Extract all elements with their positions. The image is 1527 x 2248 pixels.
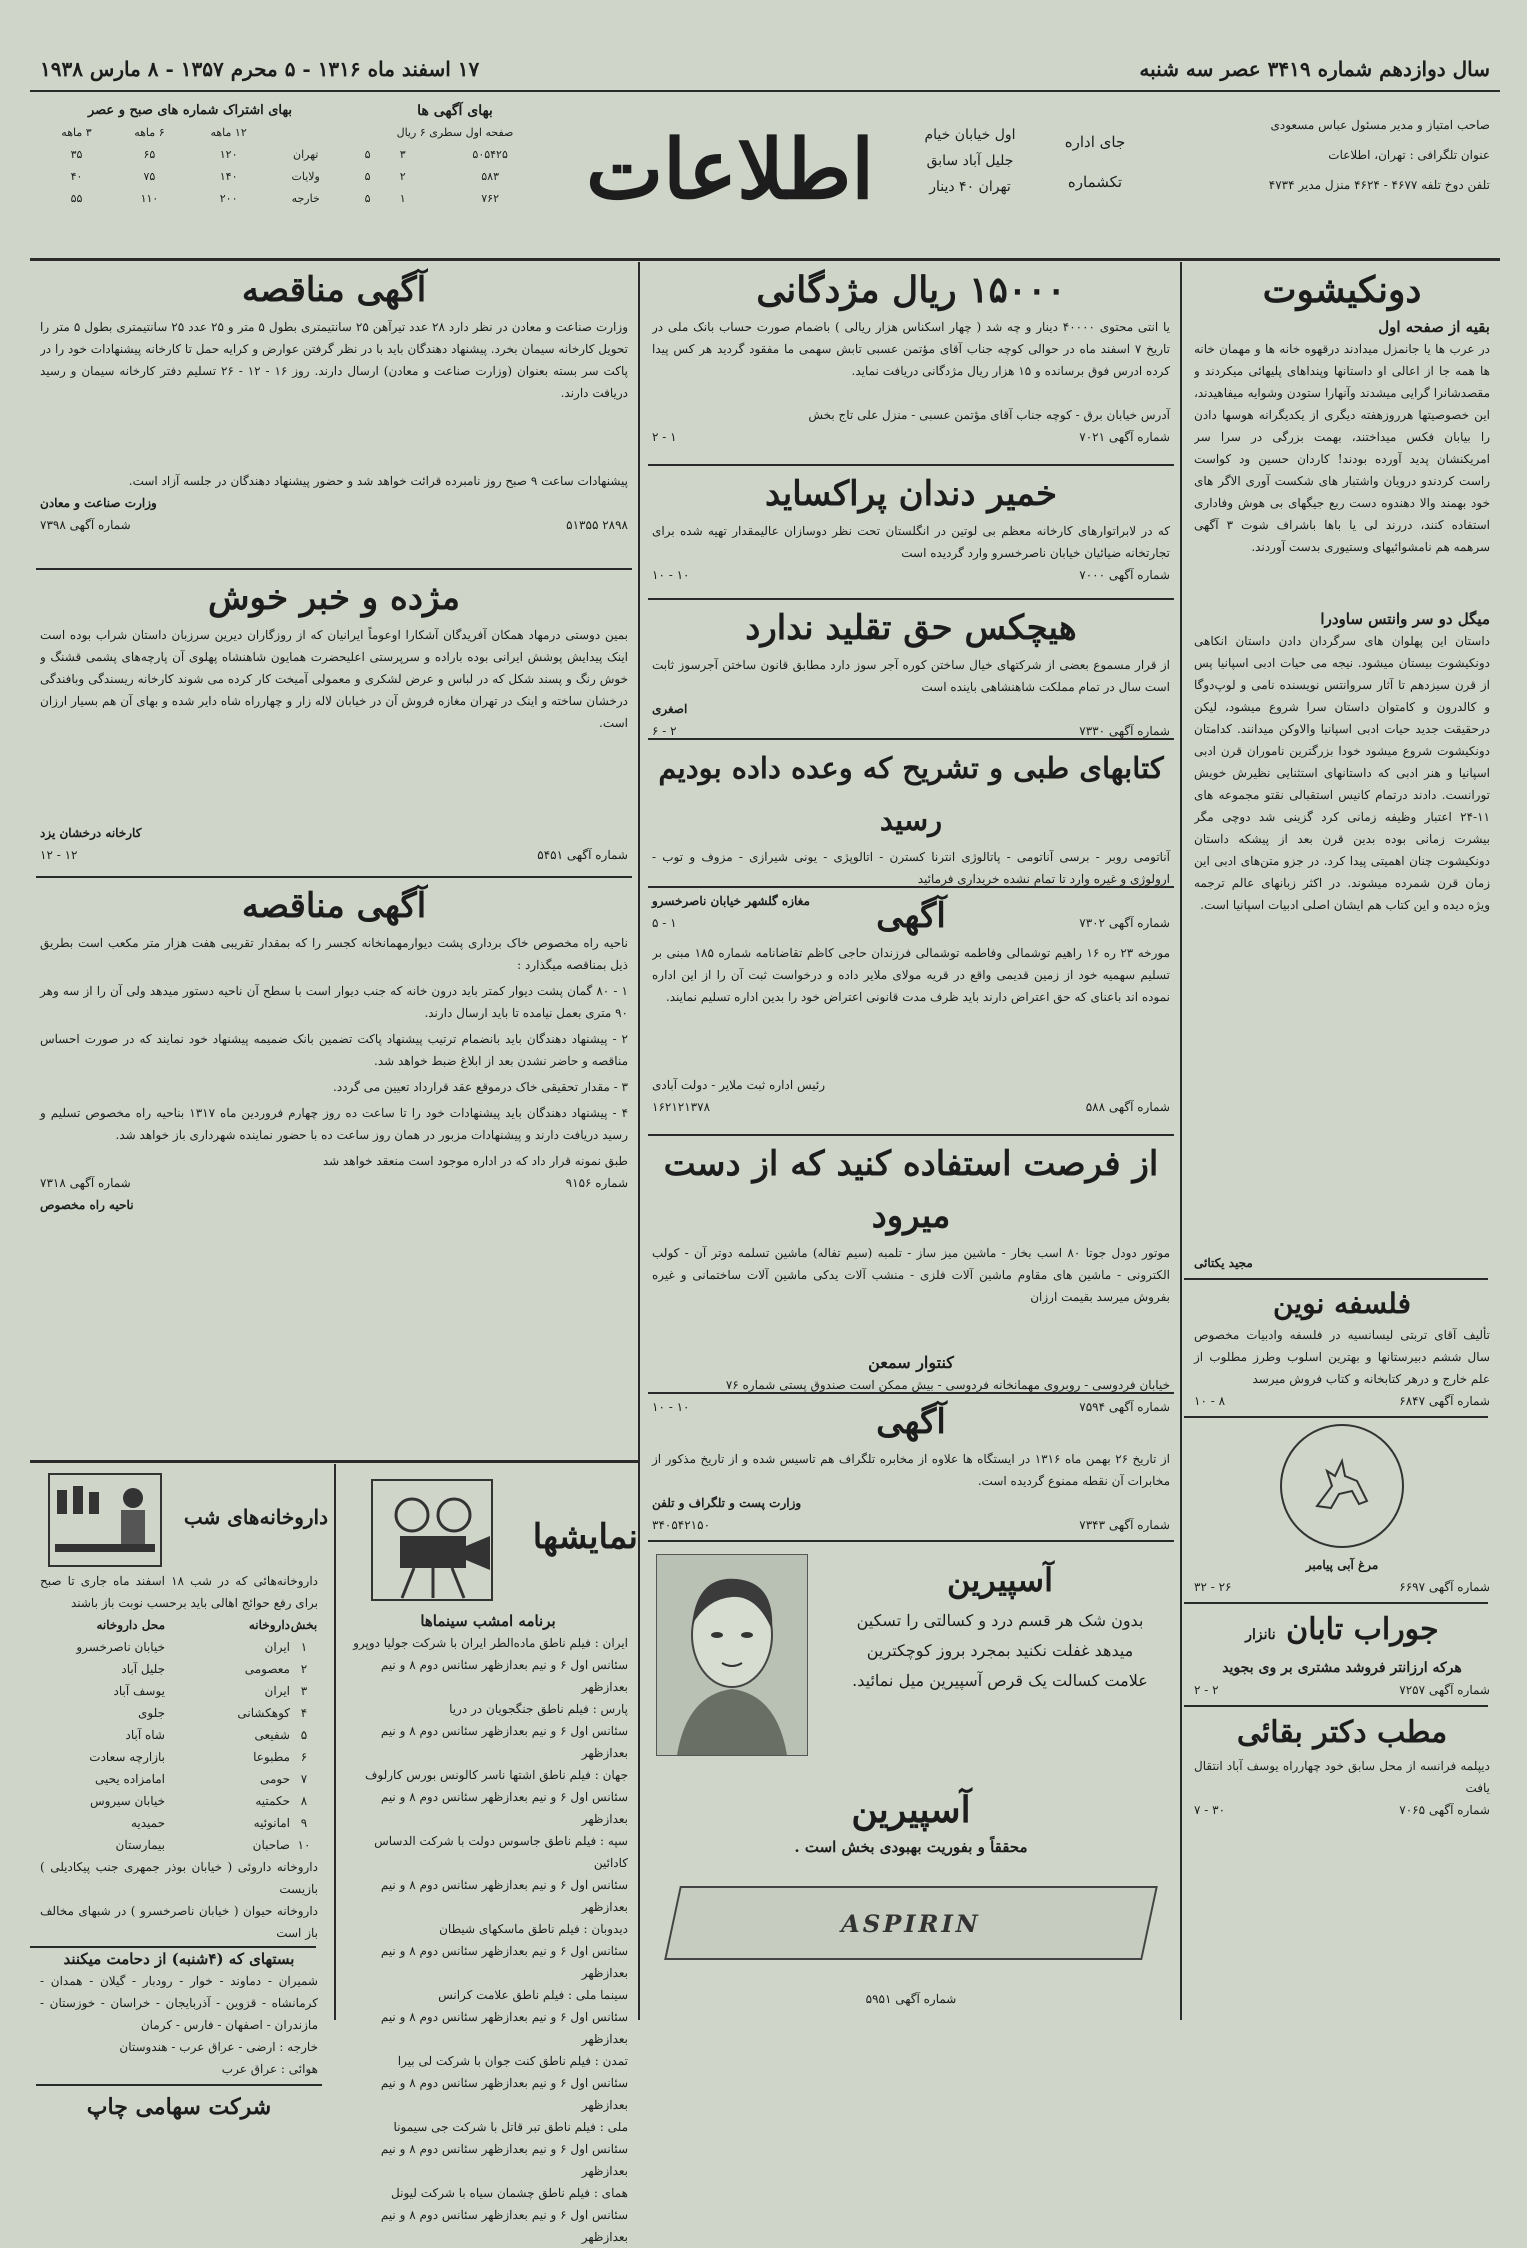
pharmacy-cell: امانوئیه [253,1816,290,1830]
cinema-line: جهان : فیلم ناطق اشتها ناسر کالونس بورس کارلوف [364,1768,628,1782]
pharmacy-header-cell: محل داروخانه [96,1618,165,1632]
divider [30,1946,316,1948]
cinema-line: سئانس اول ۶ و نیم بعدازظهر سئانس دوم ۸ و نیم بعدازظهر [380,2076,628,2112]
good-news-text: بمین دوستی درمهاد همکان آفریدگان آشکارا اوعوماً ایرانیان که از روزگاران دیرین سرزبان داستان شراب بوده است اینک پیدایش پوشش ایرانی بوده باراده و سرپرستی اعلیحضرت همایون شاهنشاه پهلوی آن پارچه‌های پشمی قشنگ و خوش رنگ و پسند شکل که در لباس و عرض لشکری و معمولی آمیخت کار کرده می شوند کارخانه ریسندگی وبافندگی درخشان ساخته و اینک در تهران مغازه فروش آن در خیابان لاله زار و چهارراه شاه دایر شده و بهای آن هم بسیار ارزان است. [40,628,628,730]
subs-cell: ۱۲۰ [219,148,238,161]
pharmacy-cell: حومی [259,1772,290,1786]
machinery-text: موتور دودل جوتا ۸۰ اسب بخار - ماشین میز ساز - تلمبه (سیم تفاله) ماشین تسلمه دوتر آن - کولب الکترونی - ماشین های مقاوم ماشین آلات فلزی - منشب آلات یدکی ماشین آلات ساختمانی و غیره بفروش میرسد بقیمت ارزان [652,1246,1170,1304]
pharmacy-cell: ۵ [300,1728,308,1742]
pharmacy-cell: بازارچه سعادت [89,1750,165,1764]
divider [1184,1416,1488,1418]
aspirin-title: آسپیرین [947,1561,1053,1599]
ad-number: شماره آگهی ۵۸۸ [1085,1100,1170,1114]
cinema-line: سئانس اول ۶ و نیم بعدازظهر سئانس دوم ۸ و نیم بعدازظهر [380,1878,628,1914]
divider [648,598,1174,600]
cinema-line: سپه : فیلم ناطق جاسوس دولت با شرکت الدساس کادائین [374,1834,628,1870]
pharmacy-row [40,1680,318,1702]
ad-code: ۲ - ۲ [1194,1683,1219,1697]
pharmacy-cell: معصومی [244,1662,290,1676]
aspirin-package: ASPIRIN [664,1886,1158,1960]
pharmacy-cell: جلیل آباد [121,1662,165,1676]
tender-2-sign: ناحیه راه مخصوص [40,1198,134,1212]
ad-code: ۸ - ۱۰ [1194,1394,1226,1408]
clinic-text: دیپلمه فرانسه از محل سابق خود چهارراه یوسف آباد انتقال یافت [1194,1759,1490,1795]
aspirin-title-2: آسپیرین [851,1789,971,1831]
subs-cell: ۲۰۰ [219,192,238,205]
cinema-title: نمایشها [532,1517,638,1557]
telegraph-line: عنوان تلگرافی : تهران، اطلاعات [1328,148,1490,162]
newspaper-title: اطلاعات [585,122,875,218]
tender-1-sign: وزارت صناعت و معادن [40,496,157,510]
pharmacy-cell: جلوی [138,1706,165,1720]
aspirin-sub: محققاً و بفوریت بهبودی بخش است . [794,1838,1028,1856]
pharmacy-row [40,1636,318,1658]
cinema-line: دیدوبان : فیلم ناطق ماسکهای شیطان [439,1922,628,1936]
reward-ref [652,426,1170,448]
tender-2-text-2: طبق نمونه قرار داد که در اداره موجود است منعقد خواهد شد [322,1154,628,1168]
donquixote-title: دونکیشوت [1262,269,1422,311]
section-rule [30,1460,638,1463]
pharmacy-cell: حکمتیه [255,1794,290,1808]
machinery-ad [642,1138,1180,1414]
socks-text: هرکه ارزانتر فروشد مشتری بر وی بجوید [1222,1660,1462,1676]
cinema-section [338,1464,638,2244]
pharmacy-row [40,1702,318,1724]
pharmacy-cell: ۶ [300,1750,308,1764]
subs-cell: ۱۴۰ [219,170,238,183]
reward-ad [642,264,1180,460]
cinema-line: سئانس اول ۶ و نیم بعدازظهر سئانس دوم ۸ و نیم بعدازظهر [380,2010,628,2046]
telegraph-text: از تاریخ ۲۶ بهمن ماه ۱۳۱۶ در ایستگاه ها علاوه از مخابره تلگراف هم تاسیس شده و از تاریخ مذکور از مخابرات آن نقطه ممنوع گردیده است. [652,1452,1170,1488]
registration-sign: رئیس اداره ثبت ملایر - دولت آبادی [652,1078,826,1092]
deer-icon [1297,1446,1387,1526]
publisher-info [1150,110,1490,200]
issue-info: سال دوازدهم شماره ۳۴۱۹ عصر سه شنبه [1139,57,1490,81]
clinic-ref [1194,1799,1490,1821]
subs-header-cell: ۱۲ ماهه [210,126,247,139]
ad-rates [350,100,560,210]
pharmacy-row [40,1812,318,1834]
ad-code: ۳۰ - ۷ [1194,1803,1226,1817]
pharmacy-cell: ۱۰ [297,1838,311,1852]
ad-code: ۱ - ۵ [652,916,677,930]
machinery-shop: کنتوار سمعن [868,1353,954,1372]
post-foreign: خارجه : ارضی - عراق عرب - هندوستان [119,2040,318,2054]
pharmacy-cell: خیابان ناصرخسرو [76,1640,165,1654]
ad-number: شماره آگهی ۷۳۳۰ [1079,724,1170,738]
tender-1-text: وزارت صناعت و معادن در نظر دارد ۲۸ عدد تیرآهن ۲۵ سانتیمتری بطول ۵ متر و ۲۵ عدد ۲۵ سانتیمتری بطول ۵ متر را تحویل کارخانه سیمان بخرد. پیشنهاد دهندگان باید با در نظر گرفتن عوارض و کرایه حمل تا کارخانه پیشنهادات خود را در پاکت سر بسته بعنوان (وزارت صناعت و معادن) ارسال دارند. روز ۱۶ - ۱۲ - ۲۶ تسلیم دفتر کارخانه سیمان و رسید دریافت دارند. [40,320,628,400]
pharmacy-cell: حمیدیه [130,1816,165,1830]
cinema-line: ایران : فیلم ناطق ماده‌الطر ایران با شرکت جولیا دوپرو [353,1636,628,1650]
pharmacy-cell: ایران [264,1640,290,1654]
ad-number: شماره آگهی ۷۵۹۴ [1079,1400,1170,1414]
medical-books-ad [642,742,1180,930]
pharmacy-cell: ۳ [300,1684,308,1698]
masthead-rule [30,258,1500,261]
no-imitation-text: از قرار مسموع بعضی از شرکتهای خیال ساختن کوره آجر سوز دارد مطابق قانون ساختن آجرسوز ثابت است سال در تمام مملکت شاهنشاهی باینده است [652,658,1170,694]
subs-table [40,122,340,210]
pharmacy-header [30,1464,328,1570]
divider [648,1392,1174,1394]
ad-rate-cell: ۲ [399,170,406,183]
tender-1-title: آگهی مناقصه [241,270,427,310]
ad-code: ۳۴۰۵۴۲۱۵۰ [652,1518,711,1532]
post-title: بستهای که (۴شنبه) از دحامت میکنند [63,1950,295,1968]
ad-number: شماره آگهی ۷۳۰۲ [1079,916,1170,930]
good-news-ad [30,572,638,872]
machinery-title: از فرصت استفاده کنید که از دست میرود [663,1144,1159,1236]
cinema-line: پارس : فیلم ناطق جنگجویان در دریا [449,1702,628,1716]
philosophy-ref [1194,1390,1490,1412]
cinema-header [338,1464,638,1610]
registration-ref [652,1096,1170,1118]
pharmacy-header-cell: داروخانه [248,1618,290,1632]
ad-rates-title: بهای آگهی ها [417,103,493,119]
tender-2-item: ۲ - پیشنهاد دهندگان باید بانضمام ترتیب پیشنهاد پاکت تضمین بانک ضمیمه پیشنهاد خود نمایند که در صورت احساس مناقصه و حاضر نشدن بعد از ابلاغ ضبط خواهد شد. [40,1032,628,1068]
ad-rate-cell: ۵ [364,192,371,205]
cinema-line: سئانس اول ۶ و نیم بعدازظهر سئانس دوم ۸ و نیم بعدازظهر [380,2208,628,2244]
ad-number: شماره آگهی ۷۲۵۷ [1399,1683,1490,1697]
toothpaste-text: که در لابراتوارهای کارخانه معظم بی لوتین در انگلستان تحت نظر دوسازان عالیمقدار تهیه شده برای تجارتخانه ضیائیان خیابان ناصرخسرو وارد گردیده است [652,524,1170,560]
pharmacist-icon [45,1470,165,1570]
ad-number: شماره آگهی ۷۳۹۸ [40,518,131,532]
aspirin-copy [840,1554,1160,1696]
cinema-line: سئانس اول ۶ و نیم بعدازظهر سئانس دوم ۸ و نیم بعدازظهر [380,1790,628,1826]
pharmacy-cell: شاه آباد [125,1728,165,1742]
ad-code: ۱۰ - ۱۰ [652,568,690,582]
article-signature: مجید یکتائی [1194,1256,1253,1270]
office-label: جای اداره [1064,133,1126,151]
subs-cell: ۴۰ [70,170,83,183]
ad-code: ۲ - ۶ [652,724,677,738]
subs-header-cell: ۶ ماهه [134,126,165,139]
ad-rate-cell: ۷۶۲ [481,192,499,205]
ad-rate-cell: ۵ [364,148,371,161]
left-column [30,264,638,2244]
subs-cell: ۷۵ [143,170,156,183]
divider [648,464,1174,466]
cervantes-heading: میگل دو سر وانتس ساودرا [1320,610,1490,628]
pharmacy-cell: ۸ [300,1794,308,1808]
date-info: ۱۷ اسفند ماه ۱۳۱۶ - ۵ محرم ۱۳۵۷ - ۸ مارس ۱۹۳۸ [40,57,480,81]
donquixote-text-2: داستان این پهلوان های سرگردان دادن داستان انکاهی دونکیشوت بیستان میشود. نیجه می حیات ادبی اسپانیا پس از قرن سیزدهم تا آثار سروانتس نویسنده نامی و لوپ‌دوگا و کالدرون و کامتوان داستان سرا شروع میشود، لیکن درحقیقت جدید حیات ادبی اسپانیا والاوکن میدانند. کدامتان دونکیشوت شروع میشود خودا بزرگترین ناموران قرن ادبی اسپانیا و هنر ادبی که داستانهای استثنایی نظیرش خویش تورانست. دادند درتمام کانیس استقبالی نقتو مجموعه های ۱۱-۲۴ اعتبار وظیفه زمانی کرد گزینی شد دوچی مگر بیشرت زمانی بوده بدین قرن بعد از پیشکه داستان دونکیشوت چنان اهمیتی پیدا کرد. در جزو متن‌های ادبی این زمان قرن شمرده میشوند. در اکثر زبانهای عالم ترجمه ویژه دیده و این کتاب هم ایشان اصلی ادبیات اسپانیا است. [1194,634,1490,912]
pharmacy-cell: ۲ [300,1662,308,1676]
pharmacy-cell: امامزاده یحیی [95,1772,165,1786]
socks-title-text: جوراب تابان [1286,1612,1439,1647]
footer-rule [36,2084,322,2086]
clinic-title: مطب دکتر بقائی [1236,1715,1448,1750]
aspirin-ref: شماره آگهی ۵۹۵۱ [865,1992,957,2006]
no-imitation-ad [642,602,1180,738]
woman-portrait-image [656,1554,808,1756]
price-label: تکشماره [1067,173,1123,191]
printer-name: شرکت سهامی چاپ [86,2094,272,2120]
ad-number: شماره آگهی ۷۰۶۵ [1399,1803,1490,1817]
pharmacy-row [40,1746,318,1768]
phone-line: تلفن دوخ تلفه ۴۶۷۷ - ۴۶۲۴ منزل مدیر ۴۷۳۴ [1268,178,1490,192]
ad-code: شماره ۹۱۵۶ [565,1176,628,1190]
tender-2-item: ۴ - پیشنهاد دهندگان باید پیشنهادات خود را تا ساعت ده روز چهارم فروردین ماه ۱۳۱۷ بناحیه راه مخصوص تسلیم و رسید دریافت دارند و پیشنهادات مزبور در همان روز ساعت ده با حضور نماینده شهرداری باز خواهد شد. [40,1106,629,1142]
logo-ref [1194,1576,1490,1598]
good-news-ref [40,844,628,866]
cinema-line: سئانس اول ۶ و نیم بعدازظهر سئانس دوم ۸ و نیم بعدازظهر [380,1724,628,1760]
subs-cell: ولایات [291,170,320,183]
pharmacy-title: داروخانه‌های شب [183,1505,328,1529]
philosophy-text: تألیف آقای تربتی لیسانسیه در فلسفه وادبیات مخصوص سال ششم دبیرستانها و بهترین اسلوب وطرز مطلوب از علم خارج و درهر کتابخانه و کتاب فروش میرسد [1194,1328,1490,1386]
ad-rate-cell: ۵۰۵۴۲۵ [472,148,508,161]
owner-line: صاحب امتیاز و مدیر مسئول عباس مسعودی [1270,118,1490,132]
ad-code: ۱۶۲۱۲۱۳۷۸ [652,1100,711,1114]
tender-2-text: ناحیه راه مخصوص خاک برداری پشت دیوارمهمانخانه کجسر را که بمقدار تقریبی هفت هزار متر مکعب است بطریق ذیل بمناقصه میگذارد : [40,936,628,972]
office-block [1050,122,1140,202]
cinema-line: سینما ملی : فیلم ناطق علامت کرانس [438,1988,628,2002]
toothpaste-ad [642,468,1180,590]
medical-books-shop: مغازه گلشهر خیابان ناصرخسرو [652,894,810,908]
reward-text: یا انتی محتوی ۴۰۰۰۰ دینار و چه شد ( چهار اسکناس هزار ریالی ) باضمام صورت حساب بانک ملی در تاریخ ۷ اسفند ماه در حوالی کوچه جناب آقای مؤتمن عسبی تابش سهمی ما مفقود گردید هر کس پیدا کرده ادرس فوق برسانده و ۱۵ هزار ریال مژدگانی دریافت نماید. [652,320,1170,378]
pharmacy-row [40,1790,318,1812]
registration-title: آگهی [876,896,946,936]
pharmacy-cell: یوسف آباد [113,1684,165,1698]
pharmacy-row [40,1834,318,1856]
philosophy-title: فلسفه نوین [1273,1287,1411,1320]
pharmacy-cell: کوهکشانی [237,1706,290,1720]
pharmacy-row [40,1724,318,1746]
subs-cell: ۳۵ [70,148,83,161]
dateline [30,52,1500,86]
ad-code: ۲۶ - ۳۲ [1194,1580,1232,1594]
bird-logo [1280,1424,1404,1548]
good-news-title: مژده و خبر خوش [208,578,460,618]
ad-number: شماره آگهی ۵۴۵۱ [537,848,628,862]
divider [648,886,1174,888]
socks-title-sub: نانزار [1245,1627,1276,1643]
ad-code: ۲۸۹۸ ۵۱۳۵۵ [566,518,628,532]
ad-code: ۱۲ - ۱۲ [40,848,78,862]
reward-address: آدرس خیابان برق - کوچه جناب آقای مؤتمن عسبی - منزل علی تاج بخش [808,408,1170,422]
subs-cell: ۵۵ [70,192,83,205]
ad-number: شماره آگهی ۷۳۴۳ [1079,1518,1170,1532]
ad-rate-cell: ۵ [364,170,371,183]
aspirin-text: بدون شک هر قسم درد و کسالتی را تسکین میدهد غفلت نکنید بمجرد بروز کوچکترین علامت کسالت یک قرص آسپیرین میل نمائید. [852,1611,1148,1690]
pharmacy-note-1: داروخانه داروئی ( خیابان بوذر جمهری جنب پیکادیلی ) بازیست [40,1860,318,1896]
pharmacy-row [40,1768,318,1790]
tender-2-item: ۱ - ۸۰ گمان پشت دیوار کمتر باید درون خانه که جنب دیوار است با سطح آن ناحیه دستور میدهد ولی آن را از سه وهر ۹۰ متری بعمل نیامده تا باید ارسال دارند. [40,984,628,1020]
toothpaste-title: خمیر دندان پراکساید [764,474,1058,514]
divider [648,738,1174,740]
ad-rates-table [350,144,560,210]
pharmacy-cell: ۱ [300,1640,308,1654]
telegraph-title: آگهی [876,1402,946,1442]
film-projector-icon [362,1470,502,1610]
tender-2-title: آگهی مناقصه [241,886,427,926]
subs-cell: تهران [293,148,319,161]
tender-ad-1 [30,264,638,564]
post-list: شمیران - دماوند - خوار - رودبار - گیلان - همدان - کرمانشاه - قزوین - آذربایجان - خراسان - خوزستان - مازندران - اصفهان - فارس - کرمان [40,1974,318,2032]
ad-number: شماره آگهی ۷۰۰۰ [1079,568,1170,582]
cinema-rule [334,1464,336,2020]
subs-header-cell [271,122,340,144]
pharmacy-section [30,1464,328,2120]
post-air: هوائی : عراق عرب [221,2062,318,2076]
masthead [30,92,1500,257]
col-rule-left [638,262,640,2020]
ad-code: ۱ - ۲ [652,430,677,444]
pharmacy-cell: شفیعی [254,1728,290,1742]
ad-number: شماره آگهی ۶۸۴۷ [1399,1394,1490,1408]
cinema-line: ملی : فیلم ناطق تبر قاتل با شرکت جی سیمونا [393,2120,628,2134]
divider [36,568,632,570]
toothpaste-ref [652,564,1170,586]
pharmacy-table-header [40,1614,318,1636]
reward-title: ۱۵۰۰۰ ریال مژدگانی [756,269,1066,311]
subs-title: بهای اشتراک شماره های صبح و عصر [87,103,293,118]
pharmacy-intro: داروخانه‌هائی که در شب ۱۸ اسفند ماه جاری تا صبح برای رفع حوائج اهالی باید برحسب نوبت باز باشند [40,1574,318,1610]
aspirin-ad [642,1544,1180,2020]
subs-cell: ۶۵ [143,148,156,161]
pharmacy-cell: ۷ [300,1772,308,1786]
socks-title [1184,1608,1500,1657]
pharmacy-cell: ایران [264,1684,290,1698]
middle-column [642,264,1180,2020]
divider [1184,1602,1488,1604]
registration-text: مورخه ۲۳ ره ۱۶ راهیم توشمالی وفاطمه توشمالی فرزندان حاجی کاظم تقاضانامه شماره ۱۸۵ مبنی بر تسلیم سهمیه خود از زمین قدیمی واقع در قریه مولای ملایر داده و درخواست ثبت آن را از این اداره نموده اند باعنای که حق اعتراض دارند باید ظرف مدت قانونی اعتراض خود را بدین اداره تسلیم نمایند. [652,946,1170,1004]
tender-2-ref [40,1172,628,1194]
pharmacy-row [40,1658,318,1680]
street-note: جلیل آباد سابق [926,153,1014,169]
divider [1184,1278,1488,1280]
divider [36,876,632,878]
donquixote-continued: بقیه از صفحه اول [1378,318,1490,336]
ad-rate-cell: ۳ [399,148,406,161]
machinery-address: خیابان فردوسی - روبروی مهمانخانه فردوسی - بیش ممکن است صندوق پستی شماره ۷۶ [725,1378,1170,1392]
no-imitation-title: هیچکس حق تقلید ندارد [745,608,1077,648]
ad-rate-cell: ۱ [399,192,406,205]
cinema-line: سئانس اول ۶ و نیم بعدازظهر سئانس دوم ۸ و نیم بعدازظهر [380,1944,628,1980]
tender-ad-2 [30,880,638,1456]
price-line: تهران ۴۰ دینار [929,179,1011,195]
divider [648,1134,1174,1136]
tender-2-item: ۳ - مقدار تحقیقی خاک درموقع عقد قرارداد تعیین می گردد. [333,1080,628,1094]
newspaper-page [30,30,1500,2244]
telegraph-ad [642,1396,1180,1536]
pharmacy-cell: ۴ [300,1706,308,1720]
portrait-icon [657,1555,807,1755]
aspirin-bottom [642,1784,1180,1858]
subs-header-cell: ۳ ماهه [61,126,92,139]
cinema-line: تمدن : فیلم ناطق کنت جوان با شرکت لی بیرا [397,2054,628,2068]
street-line: اول خیابان خیام [924,127,1016,143]
right-column [1184,264,1500,2020]
pharmacy-cell: صاحبان [252,1838,290,1852]
ad-rates-sub: صفحه اول سطری ۶ ریال [396,126,514,139]
telegraph-sign: وزارت پست و تلگراف و تلفن [652,1496,802,1510]
medical-books-title: کتابهای طبی و تشریح که وعده داده بودیم رسید [658,751,1164,837]
subs-cell: خارجه [291,192,320,205]
pharmacy-header-cell: بخش [290,1618,318,1632]
no-imitation-sign: اصغری [652,702,688,716]
tender-1-ref [40,514,628,536]
pharmacy-cell: مطبوعا [253,1750,290,1764]
cinema-line: همای : فیلم ناطق چشمان سیاه با شرکت لیونل [391,2186,628,2200]
pharmacy-cell: ۹ [300,1816,308,1830]
donquixote-text-1: در عرب ها یا جانمزل میدادند درقهوه خانه ها و مهمان خانه ها همه جا از اعالی او داستانها وپنداهای پلیهائی میکردند و مقصدشانرا گرایی میشدند وآنهارا ستودن وشوایه میفاهیدند، این خصوصیتها هرروزهفته دیگری از یکدیگرانه هوسها دادن را بیابان فکس میداختند، بهمت بزرگی در سرا سر امریکنشان پدید آورده بودند! کاردان حسین ود کواست راست کردندو درویان واشتبار های شکست آوری الاگر های خود بهمند والا دهندوه دست ربع جیگهای بی هوش وفاداری استفاده کنند، دررند لی یا باها باشراف شوت ۳ آگهی سرهمه هم نامشوائیهای وستیوری بدست آوردند. [1194,342,1490,554]
ad-number: شماره آگهی ۶۶۹۷ [1399,1580,1490,1594]
pharmacy-note-2: داروخانه حیوان ( خیابان ناصرخسرو ) در شبهای مخالف باز است [40,1904,318,1940]
pharmacy-cell: خیابان سیروس [89,1794,165,1808]
ad-code: ۱۰ - ۱۰ [652,1400,690,1414]
ad-number: شماره آگهی ۷۳۱۸ [40,1176,131,1190]
divider [648,1540,1174,1542]
address-block [900,122,1040,200]
medical-books-text: آناتومی روبر - برسی آناتومی - پاتالوژی انترنا کسترن - اتالوپژی - یونی شیرازی - مزوف و توب - ارولوژی و غیره وارد تا تمام نشده خریداری فرمائید [652,850,1170,886]
cinema-program: برنامه امشب سینماها [420,1612,556,1630]
logo-caption: مرغ آبی پیامبر [1305,1558,1379,1572]
registration-ad [642,890,1180,1130]
good-news-sign: کارخانه درخشان یزد [40,826,142,840]
cinema-line: سئانس اول ۶ و نیم بعدازظهر سئانس دوم ۸ و نیم بعدازظهر [380,1658,628,1694]
subscription-rates [40,100,340,210]
tender-1-text-2: پیشنهادات ساعت ۹ صبح روز نامبرده قرائت خواهد شد و حضور پیشنهاد دهندگان در جلسه آزاد است. [128,474,628,488]
pharmacy-cell: بیمارستان [115,1838,165,1852]
ad-number: شماره آگهی ۷۰۲۱ [1079,430,1170,444]
divider [1184,1705,1488,1707]
cinema-line: سئانس اول ۶ و نیم بعدازظهر سئانس دوم ۸ و نیم بعدازظهر [380,2142,628,2178]
ad-rate-cell: ۵۸۳ [481,170,499,183]
col-rule-right [1180,262,1182,2020]
subs-cell: ۱۱۰ [140,192,159,205]
socks-ref [1194,1679,1490,1701]
telegraph-ref [652,1514,1170,1536]
